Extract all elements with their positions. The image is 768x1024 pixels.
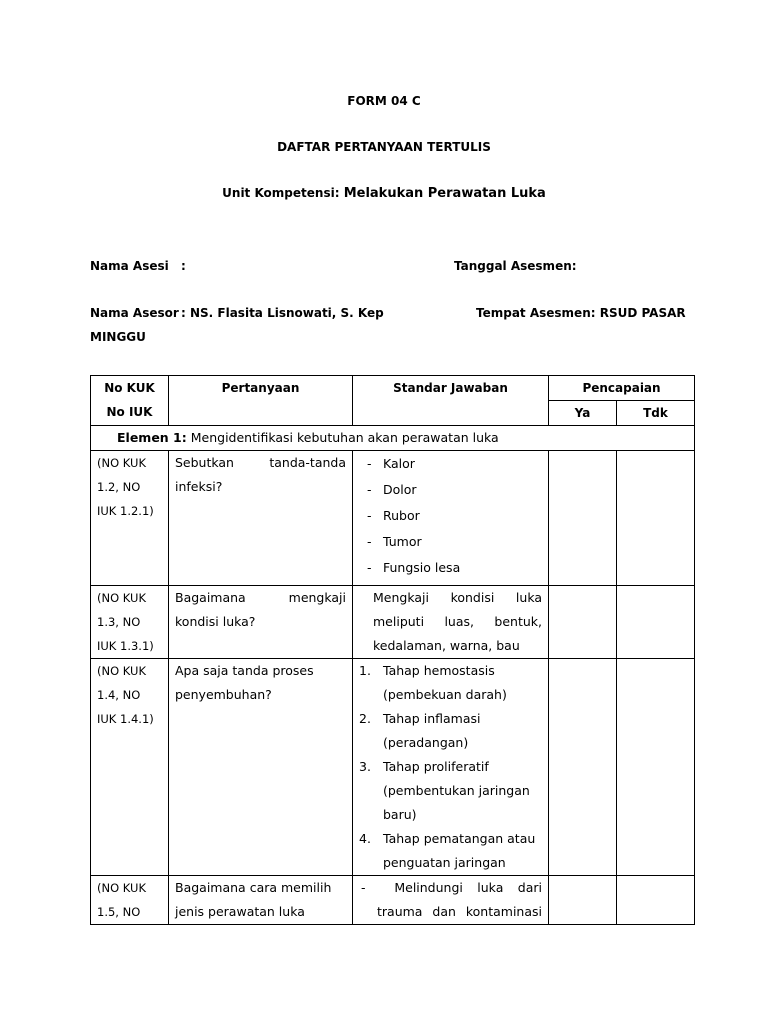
question-cell: Bagaimana mengkaji kondisi luka? xyxy=(169,586,353,659)
tempat-continued: MINGGU xyxy=(90,330,146,344)
table-row xyxy=(91,451,695,586)
elemen-cell xyxy=(91,426,695,451)
header-no-iuk: No IUK xyxy=(106,405,153,419)
list-item: - Rubor xyxy=(359,503,542,529)
table-row xyxy=(91,586,695,659)
header-kuk-iuk xyxy=(91,376,169,426)
list-item: - Tumor xyxy=(359,529,542,555)
answer-steps xyxy=(359,659,542,875)
question-cell: Apa saja tanda proses penyembuhan? xyxy=(169,659,353,876)
header-ya: Ya xyxy=(549,401,617,426)
header-row-1 xyxy=(91,376,695,401)
table-row xyxy=(91,876,695,925)
ya-cell[interactable] xyxy=(549,586,617,659)
asesor-value: : NS. Flasita Lisnowati, S. Kep xyxy=(181,306,384,320)
answer-cell: Mengkaji kondisi luka meliputi luas, bentuk, kedalaman, warna, bau xyxy=(353,586,549,659)
list-item: 3. Tahap proliferatif (pembentukan jaringan baru) xyxy=(359,759,530,822)
asesor-label: Nama Asesor xyxy=(90,306,179,320)
ya-cell[interactable] xyxy=(549,876,617,925)
unit-label: Unit Kompetensi: xyxy=(222,186,340,200)
tdk-cell[interactable] xyxy=(617,659,695,876)
kuk-ref: (NO KUK 1.5, NO xyxy=(91,876,169,925)
asesi-label: Nama Asesi xyxy=(90,259,169,273)
list-item: 4. Tahap pematangan atau penguatan jaringan xyxy=(359,831,536,870)
tdk-cell[interactable] xyxy=(617,451,695,586)
answer-cell xyxy=(353,659,549,876)
form-number: FORM 04 C xyxy=(347,94,421,108)
document-title: DAFTAR PERTANYAAN TERTULIS xyxy=(277,140,491,154)
list-item: - Dolor xyxy=(359,477,542,503)
tdk-cell[interactable] xyxy=(617,586,695,659)
kuk-ref: (NO KUK 1.2, NO IUK 1.2.1) xyxy=(91,451,169,586)
header-standar-jawaban: Standar Jawaban xyxy=(353,376,549,426)
answer-cell xyxy=(353,451,549,586)
answer-cell: - Melindungi luka dari trauma dan kontaminasi xyxy=(353,876,549,925)
answer-list xyxy=(359,451,542,585)
tanggal-label: Tanggal Asesmen: xyxy=(454,259,577,273)
header-no-kuk: No KUK xyxy=(104,381,155,395)
question-cell: Sebutkan tanda-tanda infeksi? xyxy=(169,451,353,586)
elemen-label: Elemen 1: xyxy=(117,430,187,445)
list-item: 1. Tahap hemostasis (pembekuan darah) xyxy=(359,663,507,702)
table-row xyxy=(91,659,695,876)
ya-cell[interactable] xyxy=(549,451,617,586)
kuk-ref: (NO KUK 1.3, NO IUK 1.3.1) xyxy=(91,586,169,659)
kuk-ref: (NO KUK 1.4, NO IUK 1.4.1) xyxy=(91,659,169,876)
unit-kompetensi xyxy=(0,186,768,201)
header-pertanyaan: Pertanyaan xyxy=(169,376,353,426)
elemen-row xyxy=(91,426,695,451)
list-item: 2. Tahap inflamasi (peradangan) xyxy=(359,711,481,750)
elemen-text: Mengidentifikasi kebutuhan akan perawatan luka xyxy=(190,430,499,445)
header-pencapaian: Pencapaian xyxy=(549,376,695,401)
tdk-cell[interactable] xyxy=(617,876,695,925)
question-cell: Bagaimana cara memilih jenis perawatan luka xyxy=(169,876,353,925)
question-table xyxy=(90,375,695,925)
unit-name: Melakukan Perawatan Luka xyxy=(343,186,546,201)
tempat-label: Tempat Asesmen: RSUD PASAR xyxy=(476,306,686,320)
header-tdk: Tdk xyxy=(617,401,695,426)
list-item: - Kalor xyxy=(359,451,542,477)
ya-cell[interactable] xyxy=(549,659,617,876)
asesi-value: : xyxy=(181,259,186,273)
list-item: - Fungsio lesa xyxy=(359,555,542,581)
